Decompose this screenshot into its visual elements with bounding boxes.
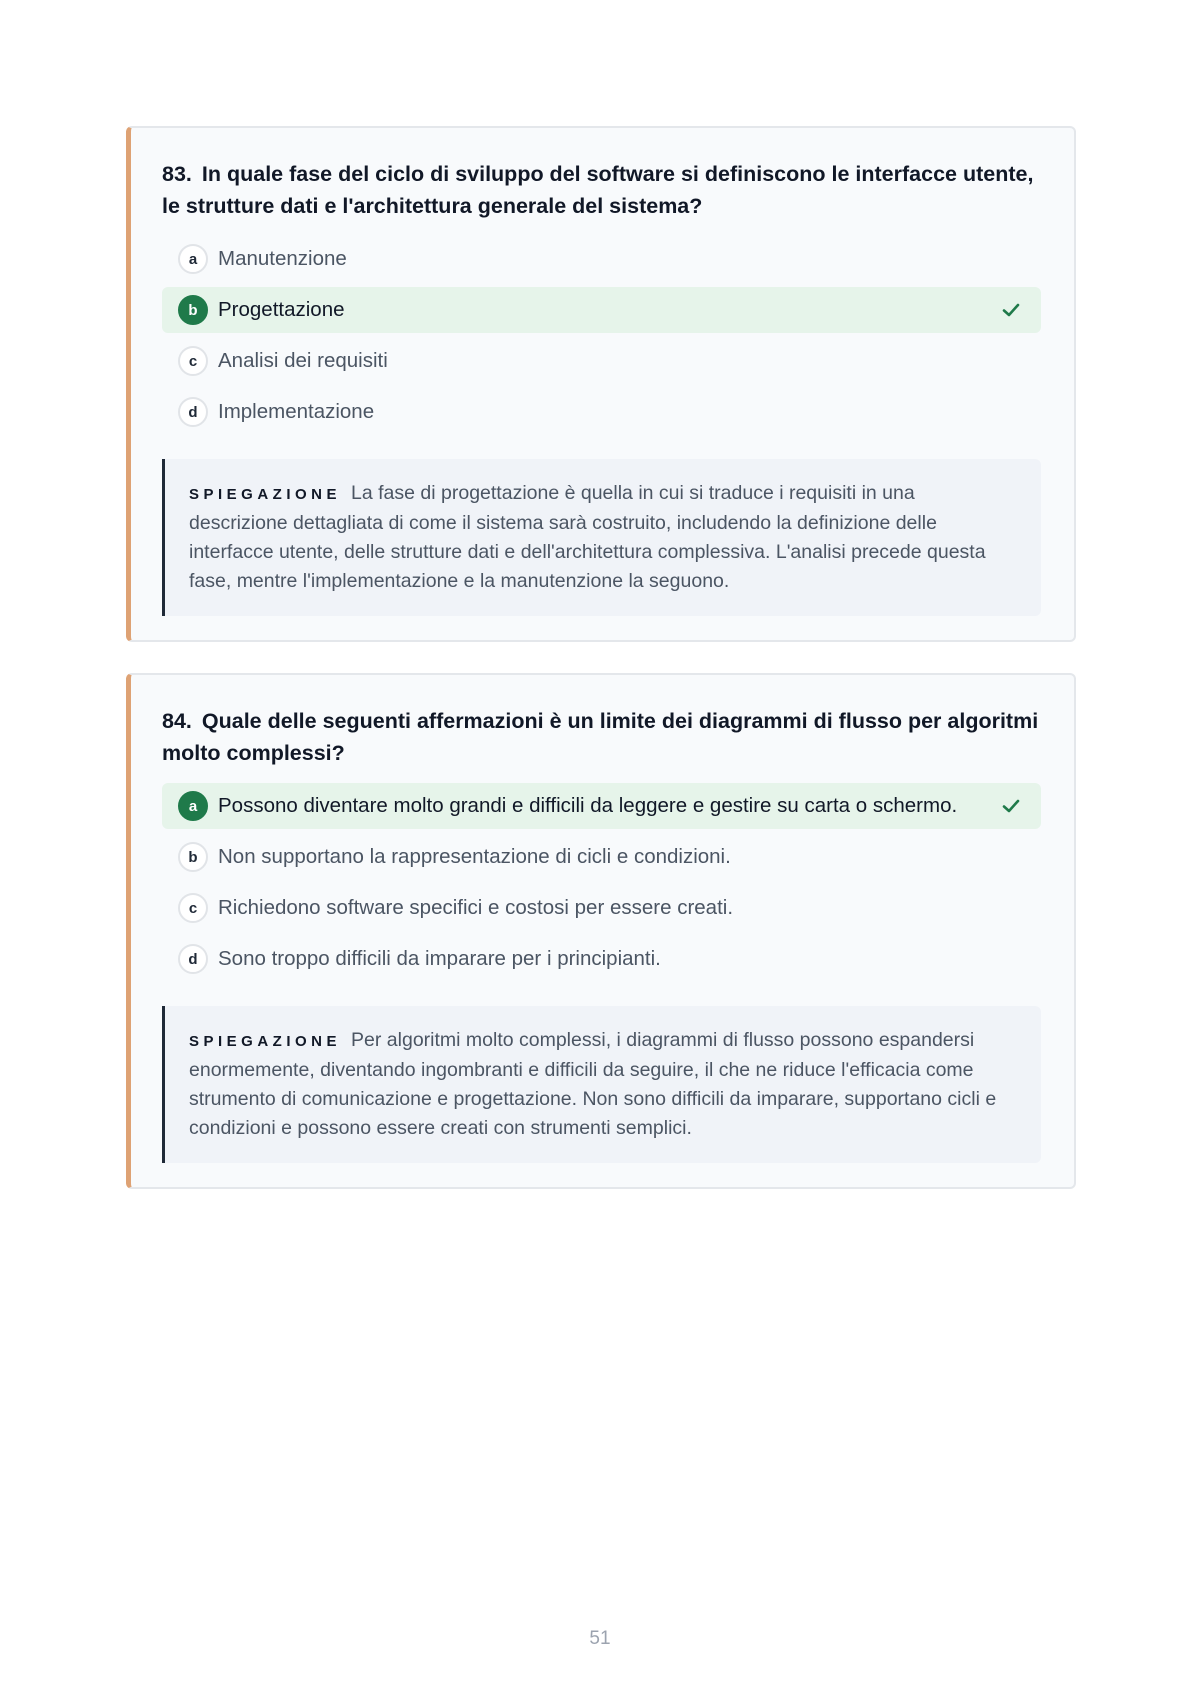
option-letter: c <box>178 893 208 923</box>
option-b[interactable] <box>162 834 1041 880</box>
option-c[interactable] <box>162 885 1041 931</box>
option-letter: c <box>178 346 208 376</box>
option-a[interactable] <box>162 236 1041 282</box>
option-letter: a <box>178 244 208 274</box>
option-letter: b <box>178 295 208 325</box>
question-card-84 <box>126 673 1076 1189</box>
option-letter: d <box>178 944 208 974</box>
option-text: Possono diventare molto grandi e difficili da leggere e gestire su carta o schermo. <box>218 794 958 817</box>
explanation-text: Per algoritmi molto complessi, i diagrammi di flusso possono espandersi enormemente, diventando ingombranti e difficili da seguire, il che ne riduce l'efficacia come strumento di comunicazione e progettazione. Non sono difficili da imparare, supportano cicli e condizioni e possono essere creati con strumenti semplici. <box>189 1029 997 1139</box>
question-text: Quale delle seguenti affermazioni è un limite dei diagrammi di flusso per algoritmi molto complessi? <box>162 709 1039 765</box>
explanation-box <box>162 1006 1041 1163</box>
check-icon <box>1001 300 1021 320</box>
explanation-label: SPIEGAZIONE <box>189 1033 342 1050</box>
option-d[interactable] <box>162 389 1041 435</box>
option-text: Non supportano la rappresentazione di cicli e condizioni. <box>218 845 731 868</box>
question-number: 84. <box>162 709 192 733</box>
option-a-correct[interactable] <box>162 783 1041 829</box>
option-letter: a <box>178 791 208 821</box>
option-text: Manutenzione <box>218 247 347 270</box>
option-letter: d <box>178 397 208 427</box>
explanation-text: La fase di progettazione è quella in cui si traduce i requisiti in una descrizione dettagliata di come il sistema sarà costruito, includendo la definizione delle interfacce utente, delle strutture dati e dell'architettura complessiva. L'analisi precede questa fase, mentre l'implementazione e la manutenzione la seguono. <box>189 482 986 592</box>
option-text: Analisi dei requisiti <box>218 349 388 372</box>
explanation-box <box>162 459 1041 616</box>
page-number: 51 <box>589 1628 611 1649</box>
option-text: Sono troppo difficili da imparare per i principianti. <box>218 947 661 970</box>
explanation-label: SPIEGAZIONE <box>189 486 342 503</box>
option-letter: b <box>178 842 208 872</box>
check-icon <box>1001 796 1021 816</box>
question-text: In quale fase del ciclo di sviluppo del software si definiscono le interfacce utente, le strutture dati e l'architettura generale del sistema? <box>162 162 1034 218</box>
option-text: Progettazione <box>218 298 345 321</box>
option-text: Implementazione <box>218 400 375 423</box>
option-d[interactable] <box>162 936 1041 982</box>
option-c[interactable] <box>162 338 1041 384</box>
question-title <box>162 705 1041 769</box>
question-title <box>162 158 1041 222</box>
option-text: Richiedono software specifici e costosi per essere creati. <box>218 896 734 919</box>
question-card-83 <box>126 126 1076 642</box>
option-b-correct[interactable] <box>162 287 1041 333</box>
question-number: 83. <box>162 162 192 186</box>
